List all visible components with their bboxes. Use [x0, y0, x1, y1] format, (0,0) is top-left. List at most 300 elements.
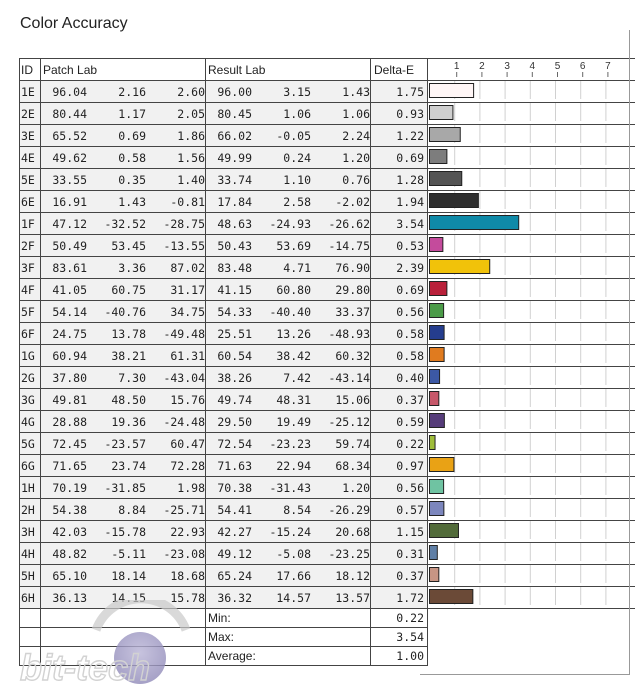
delta-e-bar-1e — [430, 84, 474, 98]
delta-e-bar-2g — [430, 370, 440, 384]
patch-lab-a: 1.43 — [118, 194, 146, 209]
result-lab-cell — [206, 257, 371, 279]
patch-lab-b: 18.68 — [170, 568, 205, 583]
patch-lab-a: 38.21 — [111, 348, 146, 363]
table-row — [20, 257, 636, 279]
table-row — [20, 323, 636, 345]
axis-tick-label: 3 — [504, 61, 510, 72]
bar-cell — [428, 411, 636, 433]
delta-e-bar-2f — [430, 238, 443, 252]
delta-e-value: 1.72 — [371, 587, 428, 609]
result-lab-cell — [206, 235, 371, 257]
delta-e-value: 0.93 — [371, 103, 428, 125]
table-row — [20, 345, 636, 367]
patch-lab-a: -40.76 — [104, 304, 146, 319]
delta-e-bar-3h — [430, 524, 459, 538]
result-lab-a: 0.24 — [283, 150, 311, 165]
result-lab-cell — [206, 169, 371, 191]
patch-lab-values — [41, 85, 205, 99]
result-lab-b: 15.06 — [335, 392, 370, 407]
result-lab-l: 33.74 — [217, 172, 252, 187]
result-lab-values — [206, 371, 370, 385]
patch-id: 5E — [20, 169, 41, 191]
patch-lab-l: 54.38 — [52, 502, 87, 517]
result-lab-a: 38.42 — [276, 348, 311, 363]
patch-id: 2H — [20, 499, 41, 521]
delta-e-value: 0.69 — [371, 147, 428, 169]
patch-lab-cell — [41, 433, 206, 455]
patch-lab-values — [41, 239, 205, 253]
bar-row-svg — [428, 125, 633, 143]
result-lab-l: 42.27 — [217, 524, 252, 539]
table-row — [20, 433, 636, 455]
result-lab-b: 59.74 — [335, 436, 370, 451]
patch-lab-l: 83.61 — [52, 260, 87, 275]
patch-lab-l: 37.80 — [52, 370, 87, 385]
bit-tech-watermark-logo — [18, 600, 208, 690]
patch-lab-cell — [41, 389, 206, 411]
patch-lab-l: 41.05 — [52, 282, 87, 297]
patch-lab-b: 61.31 — [170, 348, 205, 363]
patch-id: 6H — [20, 587, 41, 609]
patch-lab-l: 50.49 — [52, 238, 87, 253]
bar-row-svg — [428, 587, 633, 605]
result-lab-l: 49.99 — [217, 150, 252, 165]
patch-lab-l: 48.82 — [52, 546, 87, 561]
table-row — [20, 543, 636, 565]
bar-row-svg — [428, 367, 633, 385]
result-lab-a: -24.93 — [269, 216, 311, 231]
delta-e-bar-5f — [430, 304, 444, 318]
table-row — [20, 455, 636, 477]
patch-lab-l: 42.03 — [52, 524, 87, 539]
result-lab-a: -40.40 — [269, 304, 311, 319]
patch-id: 2G — [20, 367, 41, 389]
patch-id: 2E — [20, 103, 41, 125]
patch-lab-values — [41, 107, 205, 121]
result-lab-values — [206, 591, 370, 605]
patch-lab-cell — [41, 257, 206, 279]
result-lab-b: -25.12 — [328, 414, 370, 429]
patch-lab-b: 60.47 — [170, 436, 205, 451]
result-lab-values — [206, 151, 370, 165]
result-lab-l: 36.32 — [217, 590, 252, 605]
result-lab-b: 29.80 — [335, 282, 370, 297]
patch-lab-l: 65.10 — [52, 568, 87, 583]
result-lab-b: 18.12 — [335, 568, 370, 583]
patch-lab-a: 2.16 — [118, 84, 146, 99]
patch-lab-values — [41, 371, 205, 385]
result-lab-cell — [206, 587, 371, 609]
bar-row-svg — [428, 81, 633, 99]
patch-lab-values — [41, 415, 205, 429]
patch-lab-b: -23.08 — [163, 546, 205, 561]
result-lab-b: 20.68 — [335, 524, 370, 539]
bar-row-svg — [428, 433, 633, 451]
bar-cell — [428, 433, 636, 455]
table-row — [20, 477, 636, 499]
patch-lab-l: 49.62 — [52, 150, 87, 165]
patch-lab-l: 70.19 — [52, 480, 87, 495]
delta-e-value: 0.40 — [371, 367, 428, 389]
result-lab-l: 72.54 — [217, 436, 252, 451]
patch-id: 4E — [20, 147, 41, 169]
result-lab-values — [206, 305, 370, 319]
patch-lab-a: 1.17 — [118, 106, 146, 121]
patch-lab-a: 13.78 — [111, 326, 146, 341]
delta-e-value: 1.28 — [371, 169, 428, 191]
patch-id: 4G — [20, 411, 41, 433]
result-lab-values — [206, 415, 370, 429]
bar-cell — [428, 323, 636, 345]
bar-cell — [428, 499, 636, 521]
result-lab-cell — [206, 389, 371, 411]
patch-lab-b: 72.28 — [170, 458, 205, 473]
result-lab-l: 49.74 — [217, 392, 252, 407]
header-row — [20, 59, 636, 81]
table-row — [20, 389, 636, 411]
result-lab-values — [206, 349, 370, 363]
patch-lab-cell — [41, 499, 206, 521]
summary-max-label: Max: — [206, 628, 371, 647]
result-lab-l: 54.33 — [217, 304, 252, 319]
patch-lab-a: 23.74 — [111, 458, 146, 473]
result-lab-values — [206, 481, 370, 495]
patch-lab-b: 1.86 — [177, 128, 205, 143]
result-lab-values — [206, 393, 370, 407]
patch-lab-values — [41, 305, 205, 319]
patch-lab-values — [41, 261, 205, 275]
patch-lab-b: 2.60 — [177, 84, 205, 99]
bar-row-svg — [428, 455, 633, 473]
result-lab-values — [206, 217, 370, 231]
result-lab-b: 2.24 — [342, 128, 370, 143]
bar-row-svg — [428, 257, 633, 275]
bar-cell — [428, 367, 636, 389]
result-lab-cell — [206, 367, 371, 389]
result-lab-a: -31.43 — [269, 480, 311, 495]
patch-lab-cell — [41, 213, 206, 235]
delta-e-value: 0.37 — [371, 389, 428, 411]
patch-lab-values — [41, 151, 205, 165]
result-lab-a: 7.42 — [283, 370, 311, 385]
result-lab-values — [206, 239, 370, 253]
result-lab-values — [206, 129, 370, 143]
result-lab-b: -26.62 — [328, 216, 370, 231]
delta-e-bar-4h — [430, 546, 438, 560]
patch-lab-b: -13.55 — [163, 238, 205, 253]
result-lab-a: 13.26 — [276, 326, 311, 341]
result-lab-cell — [206, 455, 371, 477]
result-lab-cell — [206, 345, 371, 367]
result-lab-a: -5.08 — [276, 546, 311, 561]
patch-lab-b: -43.04 — [163, 370, 205, 385]
patch-lab-b: 87.02 — [170, 260, 205, 275]
result-lab-a: 48.31 — [276, 392, 311, 407]
patch-lab-values — [41, 437, 205, 451]
bar-row-svg — [428, 521, 633, 539]
result-lab-b: 33.37 — [335, 304, 370, 319]
bar-cell — [428, 103, 636, 125]
result-lab-a: 1.10 — [283, 172, 311, 187]
patch-lab-b: -24.48 — [163, 414, 205, 429]
result-lab-b: 76.90 — [335, 260, 370, 275]
patch-lab-cell — [41, 279, 206, 301]
patch-id: 1H — [20, 477, 41, 499]
delta-e-bar-6g — [430, 458, 454, 472]
result-lab-b: 1.43 — [342, 84, 370, 99]
patch-lab-values — [41, 393, 205, 407]
axis-tick-label: 2 — [479, 61, 485, 72]
result-lab-b: -23.25 — [328, 546, 370, 561]
delta-e-bar-5g — [430, 436, 436, 450]
patch-lab-l: 71.65 — [52, 458, 87, 473]
summary-max-value: 3.54 — [371, 628, 428, 647]
result-lab-b: -14.75 — [328, 238, 370, 253]
summary-min-value: 0.22 — [371, 609, 428, 628]
result-lab-l: 29.50 — [217, 414, 252, 429]
result-lab-values — [206, 569, 370, 583]
result-lab-l: 60.54 — [217, 348, 252, 363]
patch-lab-a: 60.75 — [111, 282, 146, 297]
patch-id: 6E — [20, 191, 41, 213]
result-lab-cell — [206, 411, 371, 433]
table-row — [20, 367, 636, 389]
patch-lab-l: 54.14 — [52, 304, 87, 319]
patch-lab-a: -23.57 — [104, 436, 146, 451]
result-lab-a: 60.80 — [276, 282, 311, 297]
table-row — [20, 521, 636, 543]
result-lab-values — [206, 195, 370, 209]
result-lab-a: 17.66 — [276, 568, 311, 583]
result-lab-l: 66.02 — [217, 128, 252, 143]
axis-tick-label: 5 — [554, 61, 561, 72]
result-lab-a: 19.49 — [276, 414, 311, 429]
patch-lab-values — [41, 459, 205, 473]
patch-id: 6F — [20, 323, 41, 345]
result-lab-values — [206, 437, 370, 451]
bar-cell — [428, 81, 636, 103]
watermark-binary: 0101010101 — [112, 619, 168, 629]
bar-cell — [428, 213, 636, 235]
delta-e-value: 1.75 — [371, 81, 428, 103]
result-lab-a: -15.24 — [269, 524, 311, 539]
patch-lab-cell — [41, 125, 206, 147]
result-lab-a: 14.57 — [276, 590, 311, 605]
bar-row-svg — [428, 301, 633, 319]
summary-average-value: 1.00 — [371, 647, 428, 666]
patch-id: 4F — [20, 279, 41, 301]
delta-e-value: 0.56 — [371, 477, 428, 499]
bar-cell — [428, 169, 636, 191]
result-lab-values — [206, 525, 370, 539]
result-lab-l: 25.51 — [217, 326, 252, 341]
result-lab-l: 48.63 — [217, 216, 252, 231]
patch-lab-l: 60.94 — [52, 348, 87, 363]
patch-lab-l: 16.91 — [52, 194, 87, 209]
patch-lab-b: 1.40 — [177, 172, 205, 187]
patch-lab-a: 0.69 — [118, 128, 146, 143]
delta-e-bar-3g — [430, 392, 439, 406]
axis-tick-label: 7 — [605, 61, 611, 72]
patch-lab-a: 19.36 — [111, 414, 146, 429]
header-id: ID — [20, 59, 41, 81]
result-lab-cell — [206, 191, 371, 213]
result-lab-cell — [206, 499, 371, 521]
result-lab-values — [206, 283, 370, 297]
axis-tick-label: 1 — [453, 61, 460, 72]
delta-e-value: 3.54 — [371, 213, 428, 235]
patch-lab-cell — [41, 103, 206, 125]
delta-e-bar-3f — [430, 260, 490, 274]
patch-lab-b: -49.48 — [163, 326, 205, 341]
result-lab-values — [206, 173, 370, 187]
table-row — [20, 213, 636, 235]
patch-lab-cell — [41, 191, 206, 213]
result-lab-b: -43.14 — [328, 370, 370, 385]
bar-row-svg — [428, 191, 633, 209]
result-lab-b: 1.20 — [342, 480, 370, 495]
delta-e-bar-2e — [430, 106, 453, 120]
patch-lab-cell — [41, 301, 206, 323]
delta-e-value: 1.22 — [371, 125, 428, 147]
result-lab-l: 65.24 — [217, 568, 252, 583]
result-lab-cell — [206, 433, 371, 455]
bar-cell — [428, 301, 636, 323]
summary-average-bar-blank — [428, 647, 636, 666]
delta-e-bar-6h — [430, 590, 473, 604]
result-lab-b: 1.20 — [342, 150, 370, 165]
patch-lab-cell — [41, 477, 206, 499]
patch-lab-a: 8.84 — [118, 502, 146, 517]
bar-row-svg — [428, 411, 633, 429]
result-lab-values — [206, 261, 370, 275]
result-lab-cell — [206, 323, 371, 345]
result-lab-l: 80.45 — [217, 106, 252, 121]
bar-row-svg — [428, 499, 633, 517]
delta-e-bar-4g — [430, 414, 445, 428]
patch-lab-values — [41, 525, 205, 539]
patch-lab-values — [41, 503, 205, 517]
patch-lab-cell — [41, 543, 206, 565]
patch-lab-a: -32.52 — [104, 216, 146, 231]
summary-min-bar-blank — [428, 609, 636, 628]
patch-lab-values — [41, 129, 205, 143]
bar-axis — [430, 59, 635, 77]
delta-e-bar-1h — [430, 480, 444, 494]
result-lab-values — [206, 459, 370, 473]
delta-e-value: 0.69 — [371, 279, 428, 301]
patch-lab-values — [41, 481, 205, 495]
patch-lab-values — [41, 349, 205, 363]
bar-axis-cell — [428, 59, 636, 81]
bar-cell — [428, 477, 636, 499]
bar-row-svg — [428, 147, 633, 165]
delta-e-bar-1g — [430, 348, 445, 362]
result-lab-b: -48.93 — [328, 326, 370, 341]
result-lab-cell — [206, 543, 371, 565]
patch-lab-a: -15.78 — [104, 524, 146, 539]
patch-lab-a: 53.45 — [111, 238, 146, 253]
patch-id: 3F — [20, 257, 41, 279]
delta-e-value: 0.56 — [371, 301, 428, 323]
bar-row-svg — [428, 323, 633, 341]
patch-lab-a: 7.30 — [118, 370, 146, 385]
patch-lab-b: 31.17 — [170, 282, 205, 297]
table-row — [20, 565, 636, 587]
table-row — [20, 147, 636, 169]
patch-lab-b: 15.78 — [170, 590, 205, 605]
table-row — [20, 499, 636, 521]
bar-cell — [428, 279, 636, 301]
delta-e-bar-6f — [430, 326, 445, 340]
result-lab-l: 96.00 — [217, 84, 252, 99]
table-row — [20, 81, 636, 103]
table-row — [20, 169, 636, 191]
patch-lab-l: 72.45 — [52, 436, 87, 451]
patch-lab-cell — [41, 345, 206, 367]
patch-lab-values — [41, 569, 205, 583]
patch-lab-values — [41, 195, 205, 209]
bar-row-svg — [428, 213, 633, 231]
result-lab-cell — [206, 279, 371, 301]
header-delta-e: Delta-E — [371, 59, 428, 81]
patch-id: 5H — [20, 565, 41, 587]
patch-lab-l: 47.12 — [52, 216, 87, 231]
result-lab-a: 4.71 — [283, 260, 311, 275]
result-lab-values — [206, 107, 370, 121]
result-lab-cell — [206, 301, 371, 323]
delta-e-bar-6e — [430, 194, 479, 208]
color-accuracy-table — [19, 58, 635, 666]
delta-e-value: 0.22 — [371, 433, 428, 455]
patch-lab-b: 34.75 — [170, 304, 205, 319]
delta-e-value: 0.53 — [371, 235, 428, 257]
result-lab-a: 2.58 — [283, 194, 311, 209]
result-lab-b: -26.29 — [328, 502, 370, 517]
patch-lab-values — [41, 173, 205, 187]
patch-id: 1G — [20, 345, 41, 367]
delta-e-value: 0.31 — [371, 543, 428, 565]
bar-row-svg — [428, 279, 633, 297]
result-lab-l: 71.63 — [217, 458, 252, 473]
patch-lab-a: 14.15 — [111, 590, 146, 605]
patch-lab-a: 18.14 — [111, 568, 146, 583]
patch-lab-l: 49.81 — [52, 392, 87, 407]
patch-lab-b: -0.81 — [170, 194, 205, 209]
result-lab-b: -2.02 — [335, 194, 370, 209]
delta-e-bar-1f — [430, 216, 519, 230]
patch-lab-cell — [41, 147, 206, 169]
result-lab-b: 0.76 — [342, 172, 370, 187]
patch-lab-cell — [41, 455, 206, 477]
bar-row-svg — [428, 235, 633, 253]
summary-average-label: Average: — [206, 647, 371, 666]
table-row — [20, 103, 636, 125]
result-lab-b: 68.34 — [335, 458, 370, 473]
patch-lab-a: 0.58 — [118, 150, 146, 165]
patch-lab-l: 36.13 — [52, 590, 87, 605]
bar-row-svg — [428, 103, 633, 121]
bar-row-svg — [428, 477, 633, 495]
summary-min-label: Min: — [206, 609, 371, 628]
chart-bottom-border — [420, 674, 630, 675]
result-lab-cell — [206, 477, 371, 499]
bar-row-svg — [428, 543, 633, 561]
chart-right-border — [629, 30, 630, 675]
patch-id: 3G — [20, 389, 41, 411]
patch-lab-l: 65.52 — [52, 128, 87, 143]
